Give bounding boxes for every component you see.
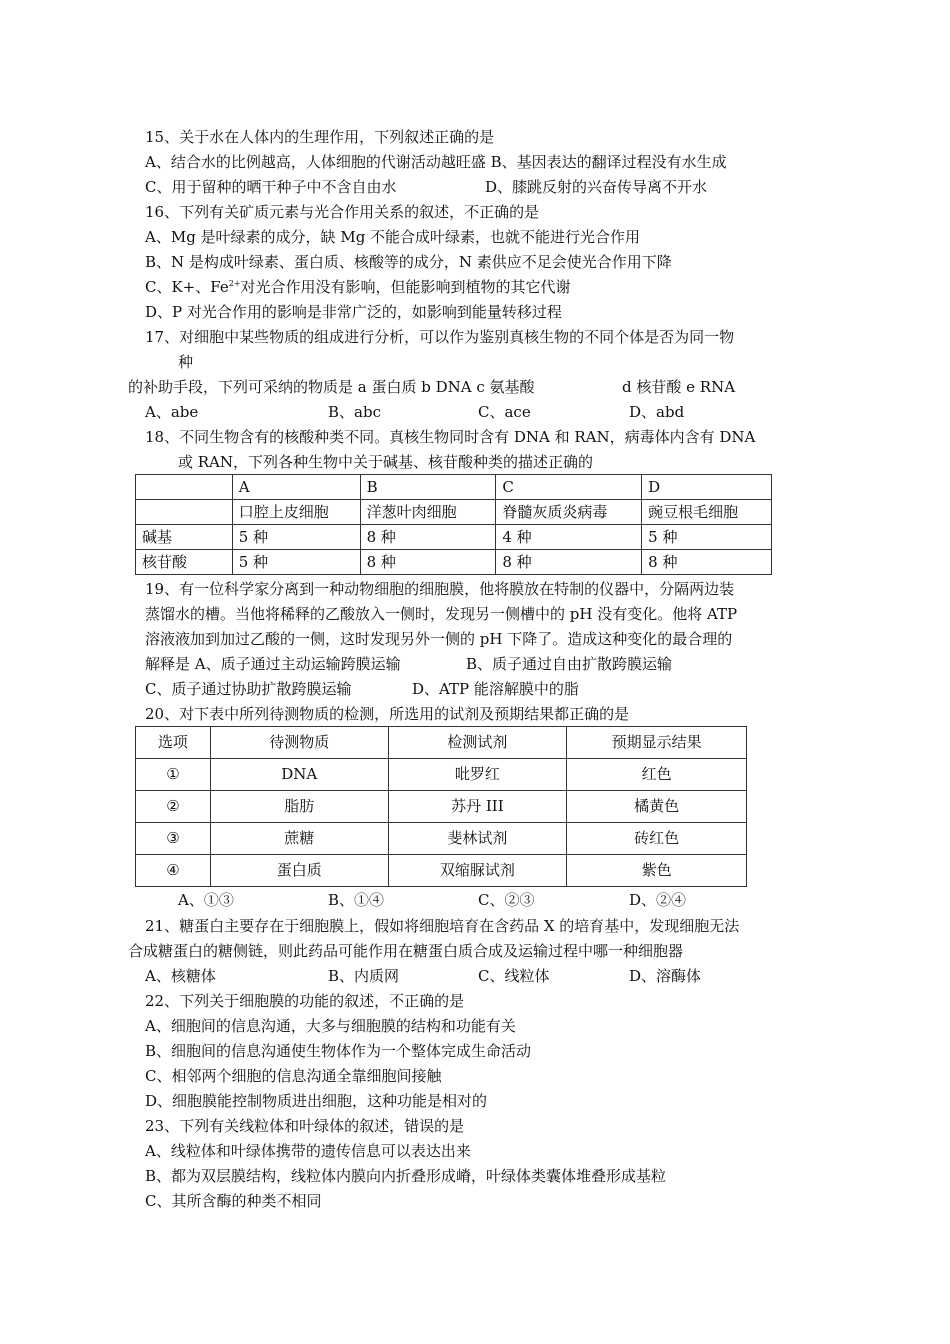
table-cell: ①: [136, 759, 211, 791]
q16-option-c: [145, 277, 571, 297]
q16-option-d: D、P 对光合作用的影响是非常广泛的，如影响到能量转移过程: [145, 303, 562, 321]
table-18-header-row: [136, 500, 772, 525]
q20-option: D、②④: [629, 891, 687, 909]
q17-option: D、abd: [629, 403, 685, 421]
q17-option: A、abe: [145, 403, 199, 421]
table-cell: 检测试剂: [388, 727, 567, 759]
table-cell: 8 种: [360, 525, 496, 550]
q16-option-a: A、Mg 是叶绿素的成分，缺 Mg 不能合成叶绿素，也就不能进行光合作用: [145, 228, 641, 246]
table-cell: 选项: [136, 727, 211, 759]
table-cell: ④: [136, 855, 211, 887]
table-cell: 8 种: [642, 550, 772, 575]
table-cell: 预期显示结果: [567, 727, 747, 759]
q17-options: [145, 402, 745, 422]
question-16: 16、下列有关矿质元素与光合作用关系的叙述，不正确的是: [145, 203, 540, 221]
q17-option: C、ace: [478, 403, 531, 421]
table-cell: 红色: [567, 759, 747, 791]
q15-option-ab: A、结合水的比例越高，人体细胞的代谢活动越旺盛 B、基因表达的翻译过程没有水生成: [145, 153, 727, 171]
question-19-cont: 解释是 A、质子通过主动运输跨膜运输: [145, 655, 401, 673]
q17-option: B、abc: [328, 403, 381, 421]
table-row: [136, 791, 747, 823]
question-17-wrap: 种: [178, 353, 194, 371]
question-23: 23、下列有关线粒体和叶绿体的叙述，错误的是: [145, 1117, 465, 1135]
question-17-cont: 的补助手段，下列可采纳的物质是 a 蛋白质 b DNA c 氨基酸: [128, 378, 535, 396]
table-cell: 双缩脲试剂: [388, 855, 567, 887]
table-cell: 5 种: [232, 550, 360, 575]
q22-option-b: B、细胞间的信息沟通使生物体作为一个整体完成生命活动: [145, 1042, 532, 1060]
table-cell: DNA: [210, 759, 388, 791]
q21-option: C、线粒体: [478, 967, 550, 985]
table-18-header-row: [136, 475, 772, 500]
table-cell: D: [642, 475, 772, 500]
question-18: 18、不同生物含有的核酸种类不同。真核生物同时含有 DNA 和 RAN，病毒体内含有 DNA: [145, 428, 756, 446]
table-cell: 碱基: [136, 525, 233, 550]
table-row: [136, 525, 772, 550]
table-cell: 8 种: [496, 550, 642, 575]
table-cell: 4 种: [496, 525, 642, 550]
table-cell: ②: [136, 791, 211, 823]
table-row: [136, 855, 747, 887]
table-cell: [136, 500, 233, 525]
question-17: 17、对细胞中某些物质的组成进行分析，可以作为鉴别真核生物的不同个体是否为同一物: [145, 328, 735, 346]
table-18: [135, 474, 772, 575]
question-22: 22、下列关于细胞膜的功能的叙述，不正确的是: [145, 992, 465, 1010]
q23-option-a: A、线粒体和叶绿体携带的遗传信息可以表达出来: [145, 1142, 471, 1160]
table-cell: 紫色: [567, 855, 747, 887]
q16c-pre: C、K+、Fe: [145, 278, 229, 296]
table-cell: 8 种: [360, 550, 496, 575]
table-20: [135, 726, 747, 887]
table-cell: 脂肪: [210, 791, 388, 823]
q20-option: A、①③: [178, 891, 234, 909]
table-row: [136, 550, 772, 575]
table-cell: 斐林试剂: [388, 823, 567, 855]
table-row: [136, 823, 747, 855]
table-cell: 待测物质: [210, 727, 388, 759]
table-cell: 蛋白质: [210, 855, 388, 887]
table-cell: 砖红色: [567, 823, 747, 855]
q23-option-b: B、都为双层膜结构，线粒体内膜向内折叠形成嵴，叶绿体类囊体堆叠形成基粒: [145, 1167, 667, 1185]
table-row: [136, 759, 747, 791]
table-cell: 苏丹 III: [388, 791, 567, 823]
question-19-cont: 蒸馏水的槽。当他将稀释的乙酸放入一侧时，发现另一侧槽中的 pH 没有变化。他将 ATP: [145, 605, 738, 623]
table-cell: C: [496, 475, 642, 500]
table-cell: 橘黄色: [567, 791, 747, 823]
q20-option: C、②③: [478, 891, 535, 909]
q22-option-c: C、相邻两个细胞的信息沟通全靠细胞间接触: [145, 1067, 442, 1085]
question-21-cont: 合成糖蛋白的糖侧链，则此药品可能作用在糖蛋白质合成及运输过程中哪一种细胞器: [128, 942, 684, 960]
q21-option: B、内质网: [328, 967, 400, 985]
q21-options: [145, 966, 745, 986]
table-cell: 5 种: [642, 525, 772, 550]
question-19-cont: 溶液液加到加过乙酸的一侧，这时发现另外一侧的 pH 下降了。造成这种变化的最合理的: [145, 630, 733, 648]
question-17-cont2: d 核苷酸 e RNA: [622, 378, 736, 396]
table-cell: 吡罗红: [388, 759, 567, 791]
q21-option: A、核糖体: [145, 967, 216, 985]
question-15: 15、关于水在人体内的生理作用，下列叙述正确的是: [145, 128, 495, 146]
q19-option-b: B、质子通过自由扩散跨膜运输: [466, 655, 673, 673]
q15-option-c: C、用于留种的晒干种子中不含自由水: [145, 178, 397, 196]
table-cell: B: [360, 475, 496, 500]
q23-option-c: C、其所含酶的种类不相同: [145, 1192, 322, 1210]
table-cell: ③: [136, 823, 211, 855]
table-20-header-row: [136, 727, 747, 759]
q22-option-a: A、细胞间的信息沟通，大多与细胞膜的结构和功能有关: [145, 1017, 516, 1035]
table-cell: 豌豆根毛细胞: [642, 500, 772, 525]
table-cell: 脊髓灰质炎病毒: [496, 500, 642, 525]
table-cell: 洋葱叶肉细胞: [360, 500, 496, 525]
q19-option-c: C、质子通过协助扩散跨膜运输: [145, 680, 352, 698]
q16-option-b: B、N 是构成叶绿素、蛋白质、核酸等的成分，N 素供应不足会使光合作用下降: [145, 253, 672, 271]
question-18-cont: 或 RAN，下列各种生物中关于碱基、核苷酸种类的描述正确的: [178, 453, 594, 471]
q22-option-d: D、细胞膜能控制物质进出细胞，这种功能是相对的: [145, 1092, 488, 1110]
table-cell: 蔗糖: [210, 823, 388, 855]
q16c-post: 对光合作用没有影响，但能影响到植物的其它代谢: [240, 278, 571, 296]
table-cell: [136, 475, 233, 500]
q15-option-d: D、膝跳反射的兴奋传导离不开水: [485, 178, 708, 196]
question-20: 20、对下表中所列待测物质的检测，所选用的试剂及预期结果都正确的是: [145, 705, 630, 723]
table-cell: 5 种: [232, 525, 360, 550]
table-cell: 口腔上皮细胞: [232, 500, 360, 525]
question-21: 21、糖蛋白主要存在于细胞膜上，假如将细胞培育在含药品 X 的培育基中，发现细胞无法: [145, 917, 740, 935]
q20-option: B、①④: [328, 891, 385, 909]
table-cell: 核苷酸: [136, 550, 233, 575]
q16c-superscript: 2+: [228, 279, 241, 288]
q20-options: [178, 890, 738, 910]
q19-option-d: D、ATP 能溶解膜中的脂: [412, 680, 579, 698]
table-cell: A: [232, 475, 360, 500]
question-19: 19、有一位科学家分离到一种动物细胞的细胞膜，他将膜放在特制的仪器中，分隔两边装: [145, 580, 735, 598]
q21-option: D、溶酶体: [629, 967, 702, 985]
